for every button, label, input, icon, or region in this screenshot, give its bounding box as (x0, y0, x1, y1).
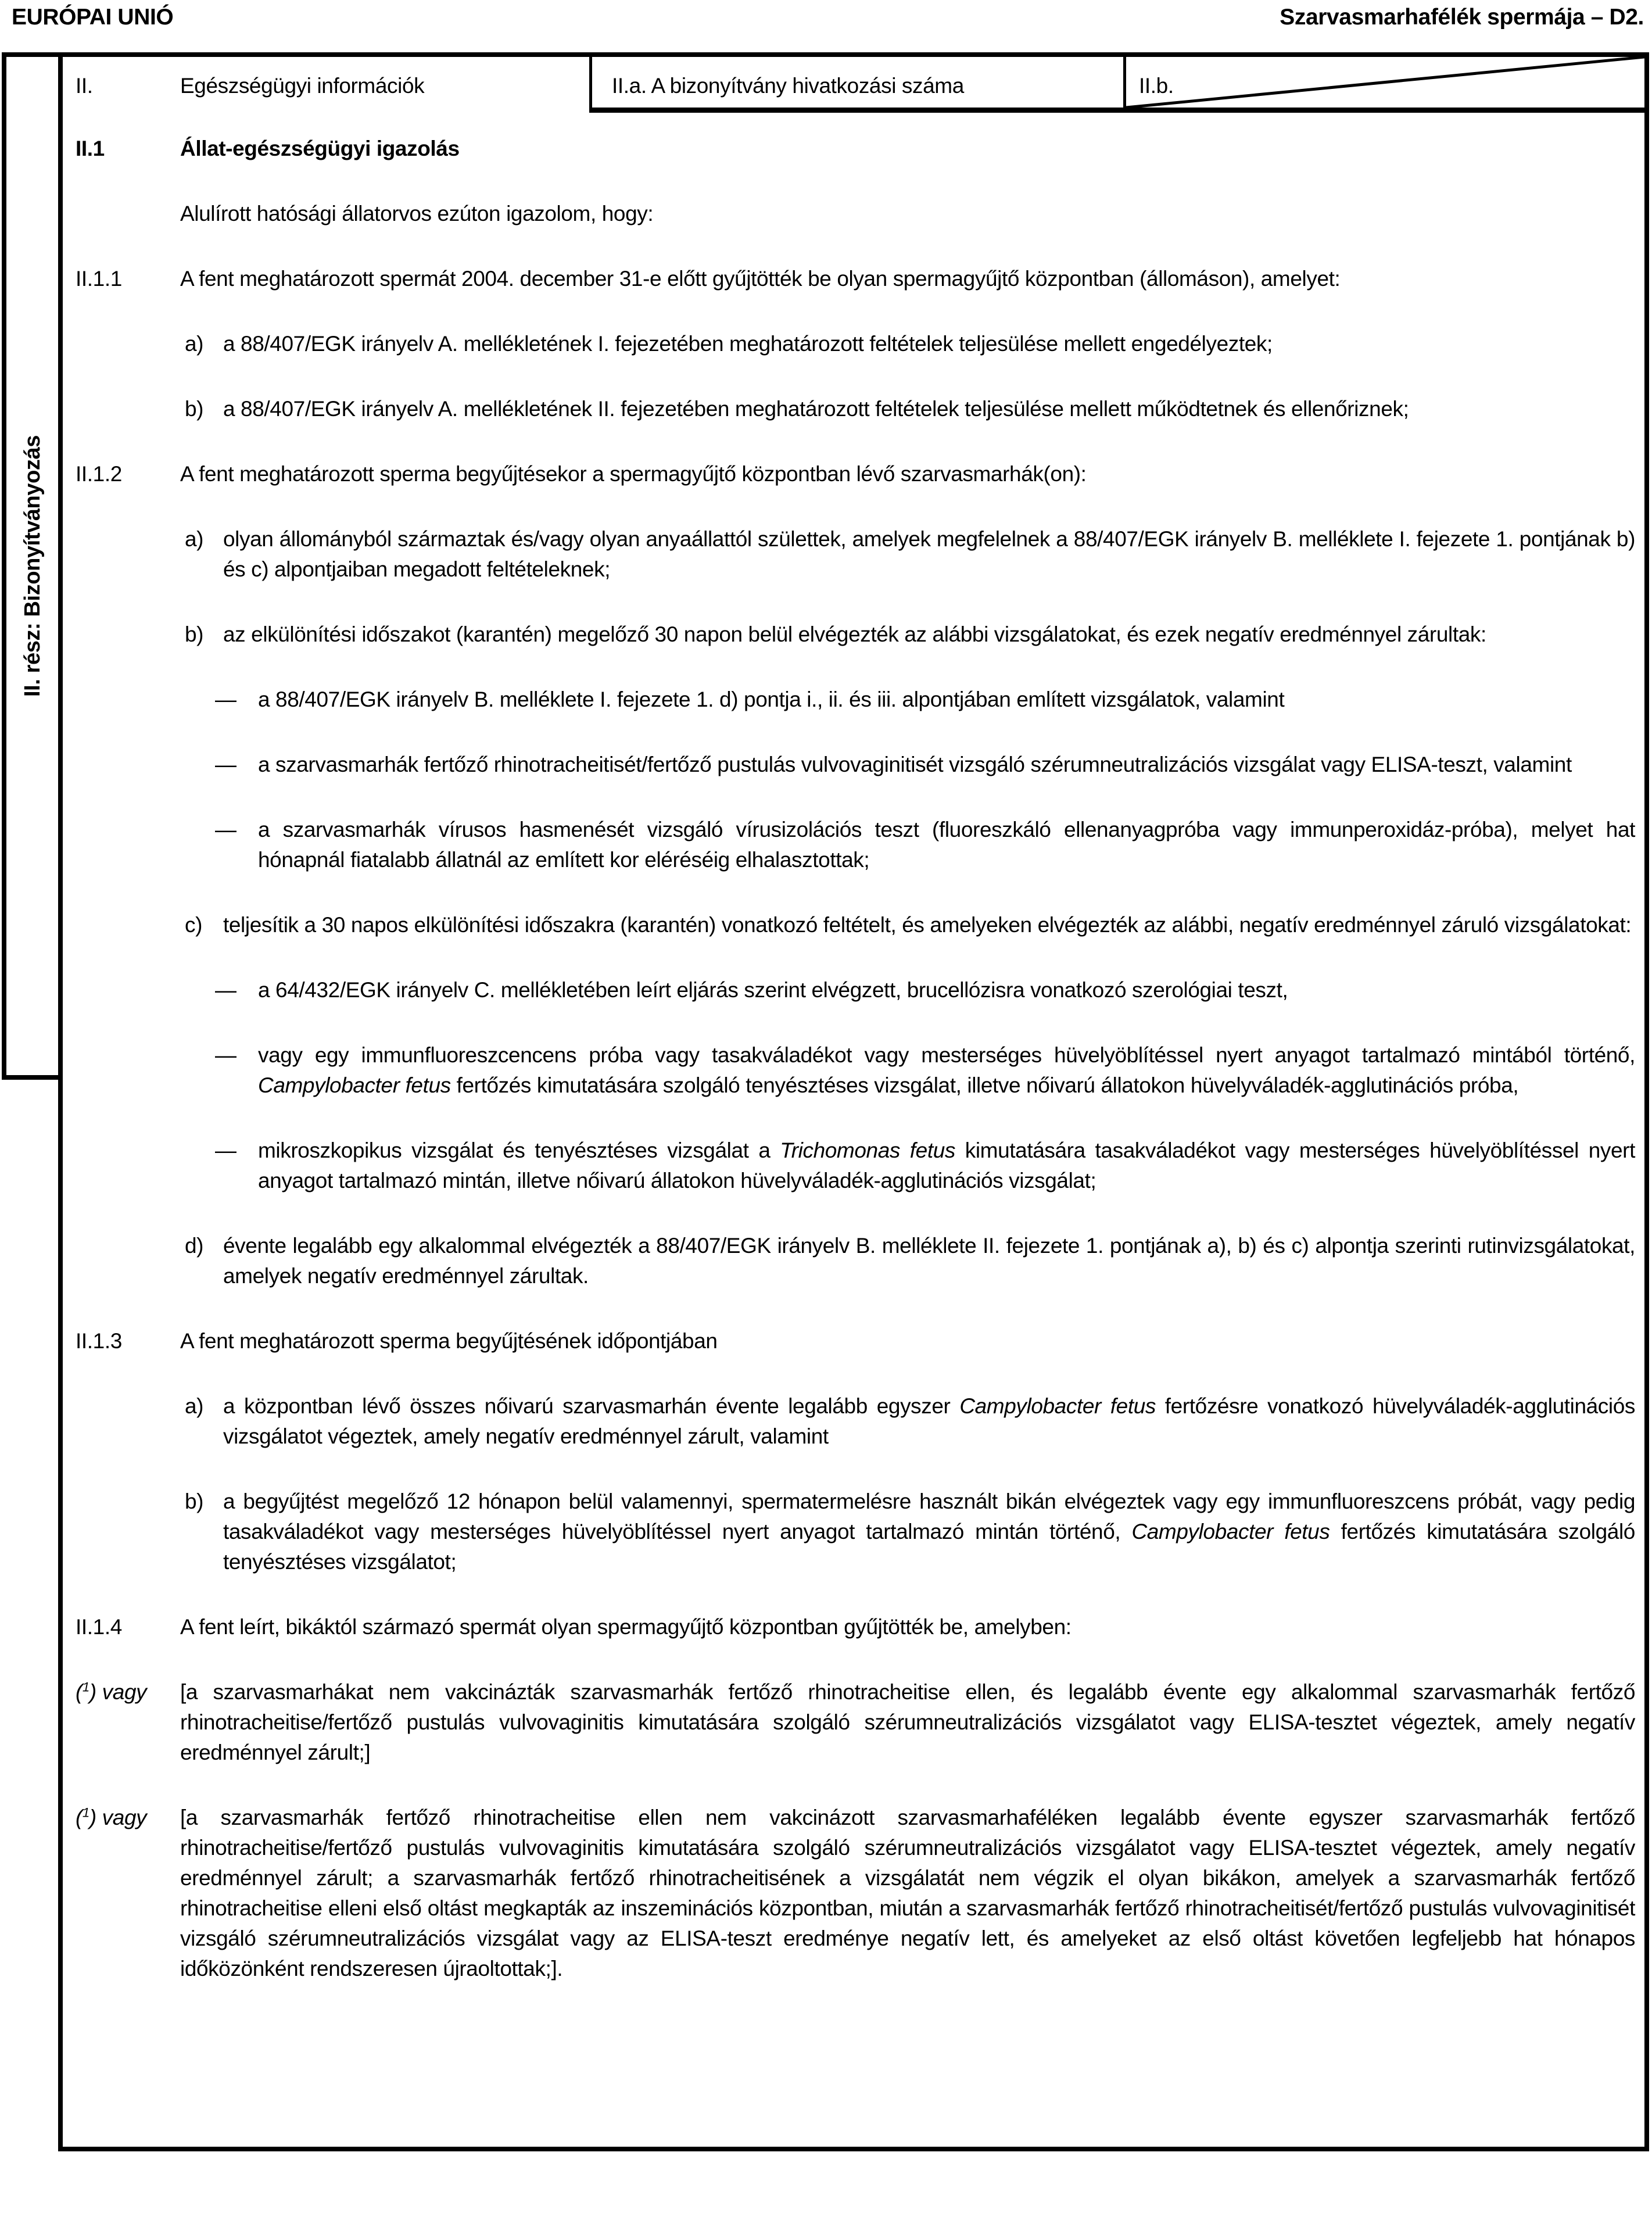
dash-marker: — (215, 1138, 236, 1162)
header-row (63, 57, 1644, 113)
header-cell-iib (1123, 57, 1644, 113)
header-section-number: II. (76, 74, 93, 98)
section-II1-heading (63, 134, 1639, 164)
section-number: II.1 (76, 137, 105, 160)
section-II12-item-c-dash-3 (63, 1136, 1639, 1196)
section-II12-item-b (63, 619, 1639, 650)
item-marker: a) (185, 1394, 204, 1418)
section-II12-item-d (63, 1231, 1639, 1291)
section-title: Állat-egészségügyi igazolás (180, 137, 460, 160)
section-number: II.1.4 (76, 1615, 122, 1639)
document-header (12, 2, 1644, 33)
intro-text: Alulírott hatósági állatorvos ezúton igazolom, hogy: (180, 202, 654, 225)
section-II13-item-b (63, 1487, 1639, 1577)
header-cell-health-info (63, 57, 589, 113)
item-marker: a) (185, 527, 204, 551)
dash-marker: — (215, 1043, 236, 1067)
option-marker: ($^1$) vagy (76, 1805, 147, 1829)
dash-marker: — (215, 978, 236, 1002)
iib-label: II.b. (1139, 74, 1174, 98)
section-II12-item-a (63, 524, 1639, 585)
item-text: az elkülönítési időszakot (karantén) megelőző 30 napon belül elvégezték az alábbi vizsgálatokat, és ezek negatív eredménnyel zárultak: (223, 622, 1486, 646)
section-text: A fent meghatározott sperma begyűjtésekor a spermagyűjtő központban lévő szarvasmarhák(on): (180, 462, 1087, 486)
section-text: A fent meghatározott spermát 2004. december 31-e előtt gyűjtötték be olyan spermagyűjtő központban (állomáson), amelyet: (180, 267, 1341, 291)
item-marker: d) (185, 1234, 204, 1258)
section-II12-item-b-dash-3 (63, 815, 1639, 875)
section-II12 (63, 459, 1639, 489)
side-label-box (2, 52, 58, 1080)
header-cell-reference-number (589, 57, 1123, 113)
eu-title: EURÓPAI UNIÓ (12, 5, 174, 30)
item-text: olyan állományból származtak és/vagy olyan anyaállattól születtek, amelyek megfelelnek a 88/407/EGK irányelv B. melléklete I. fejezete 1. pontjának b) és c) alpontjaiban megadott feltételeknek; (223, 527, 1635, 581)
dash-text: mikroszkopikus vizsgálat és tenyésztéses vizsgálat a Trichomonas fetus kimutatására tasakváladékot vagy mesterséges hüvelyöblítéssel nyert anyagot tartalmazó mintán, illetve nőivarú állatokon hüvelyváladék-agglutinációs vizsgálat; (258, 1138, 1635, 1192)
dash-text: a 64/432/EGK irányelv C. mellékletében leírt eljárás szerint elvégzett, brucellózisra vonatkozó szerológiai teszt, (258, 978, 1288, 1002)
item-marker: b) (185, 622, 204, 646)
section-II12-item-b-dash-2 (63, 750, 1639, 780)
option-text: [a szarvasmarhák fertőző rhinotracheitise ellen nem vakcinázott szarvasmarhaféléken legalább évente egyszer szarvasmarhák fertőző rhinotracheitise/fertőző pustulás vulvovaginitis kimutatására szolgáló szérumneutralizációs vizsgálatot vagy ELISA-tesztet végeztek, amely negatív eredménnyel zárult; a szarvasmarhák fertőző rhinotracheitisének a vizsgálatát nem végzik el olyan bikákon, amelyek a szarvasmarhák fertőző rhinotracheitise elleni első oltást megkapták az inszeminációs központban, miután a szarvasmarhák fertőző rhinotracheitisét/fertőző pustulás vulvovaginitisét vizsgáló szérumneutralizációs vizsgálat vagy az ELISA-teszt eredménye negatív lett, és amelyeket az első oltást követően legfeljebb hat hónapos időközönként rendszeresen újraoltottak;]. (180, 1806, 1635, 1981)
item-text: a központban lévő összes nőivarú szarvasmarhán évente legalább egyszer Campylobacter fetus fertőzésre vonatkozó hüvelyváladék-agglutinációs vizsgálatot végeztek, amely negatív eredménnyel zárult, valamint (223, 1394, 1635, 1448)
side-part-label: II. rész: Bizonyítványozás (20, 435, 45, 697)
dash-text: vagy egy immunfluoreszcencens próba vagy tasakváladékot vagy mesterséges hüvelyöblítéssel nyert anyagot tartalmazó mintából történő, Campylobacter fetus fertőzés kimutatására szolgáló tenyésztéses vizsgálat, illetve nőivarú állatokon hüvelyváladék-agglutinációs próba, (258, 1043, 1635, 1097)
item-marker: c) (185, 913, 203, 937)
item-marker: a) (185, 332, 204, 356)
section-II13 (63, 1326, 1639, 1356)
section-II12-item-b-dash-1 (63, 685, 1639, 715)
intro-statement (63, 199, 1639, 229)
section-number: II.1.2 (76, 462, 122, 486)
dash-text: a szarvasmarhák fertőző rhinotracheitisét/fertőző pustulás vulvovaginitisét vizsgáló szérumneutralizációs vizsgálat vagy ELISA-teszt, valamint (258, 753, 1572, 776)
option-text: [a szarvasmarhákat nem vakcinázták szarvasmarhák fertőző rhinotracheitise ellen, és legalább évente egy alkalommal szarvasmarhák fertőző rhinotracheitise/fertőző pustulás vulvovaginitis kimutatására szolgáló szérumneutralizációs vizsgálatot vagy ELISA-tesztet végeztek, amely negatív eredménnyel zárult;] (180, 1680, 1635, 1764)
item-marker: b) (185, 1489, 204, 1513)
section-II12-item-c (63, 910, 1639, 940)
section-II11-item-a (63, 329, 1639, 359)
item-text: a 88/407/EGK irányelv A. mellékletének II. fejezetében meghatározott feltételek teljesülése mellett működtetnek és ellenőriznek; (223, 397, 1409, 421)
dash-marker: — (215, 753, 236, 776)
item-text: teljesítik a 30 napos elkülönítési időszakra (karantén) vonatkozó feltételt, és amelyeken elvégezték az alábbi, negatív eredménnyel záruló vizsgálatokat: (223, 913, 1632, 937)
item-text: évente legalább egy alkalommal elvégezték a 88/407/EGK irányelv B. melléklete II. fejezete 1. pontjának a), b) és c) alpontja szerinti rutinvizsgálatokat, amelyek negatív eredménnyel zárultak. (223, 1234, 1635, 1288)
certificate-table (58, 52, 1649, 2151)
item-text: a 88/407/EGK irányelv A. mellékletének I. fejezetében meghatározott feltételek teljesülése mellett engedélyeztek; (223, 332, 1273, 356)
section-number: II.1.1 (76, 267, 122, 291)
section-text: A fent leírt, bikáktól származó spermát olyan spermagyűjtő központban gyűjtötték be, amelyben: (180, 1615, 1072, 1639)
section-II14-option-1 (63, 1677, 1639, 1768)
certificate-body (63, 113, 1644, 1984)
dash-text: a szarvasmarhák vírusos hasmenését vizsgáló vírusizolációs teszt (fluoreszkáló ellenanyagpróba vagy immunperoxidáz-próba), melyet hat hónapnál fiatalabb állatnál az említett kor eléréséig elhalasztottak; (258, 818, 1635, 872)
section-II11 (63, 264, 1639, 294)
section-II12-item-c-dash-1 (63, 975, 1639, 1005)
dash-marker: — (215, 687, 236, 711)
section-II11-item-b (63, 394, 1639, 424)
dash-text: a 88/407/EGK irányelv B. melléklete I. fejezete 1. d) pontja i., ii. és iii. alpontjában említett vizsgálatok, valamint (258, 687, 1285, 711)
section-II13-item-a (63, 1391, 1639, 1452)
section-text: A fent meghatározott sperma begyűjtésének időpontjában (180, 1329, 718, 1353)
option-marker: ($^1$) vagy (76, 1679, 147, 1704)
dash-marker: — (215, 818, 236, 841)
item-text: a begyűjtést megelőző 12 hónapon belül valamennyi, spermatermelésre használt bikán elvégeztek vagy egy immunfluoreszcens próbát, vagy pedig tasakváladékot vagy mesterséges hüvelyöblítéssel nyert anyagot tartalmazó mintán történő, Campylobacter fetus fertőzés kimutatására szolgáló tenyésztéses vizsgálatot; (223, 1489, 1635, 1574)
header-section-label: Egészségügyi információk (180, 74, 425, 98)
reference-number-label: II.a. A bizonyítvány hivatkozási száma (612, 74, 964, 98)
doc-type-title: Szarvasmarhafélék spermája – D2. (1280, 5, 1644, 30)
section-II12-item-c-dash-2 (63, 1040, 1639, 1101)
diagonal-strikethrough-line (1126, 57, 1644, 108)
item-marker: b) (185, 397, 204, 421)
section-II14 (63, 1612, 1639, 1642)
section-number: II.1.3 (76, 1329, 122, 1353)
section-II14-option-2 (63, 1803, 1639, 1984)
